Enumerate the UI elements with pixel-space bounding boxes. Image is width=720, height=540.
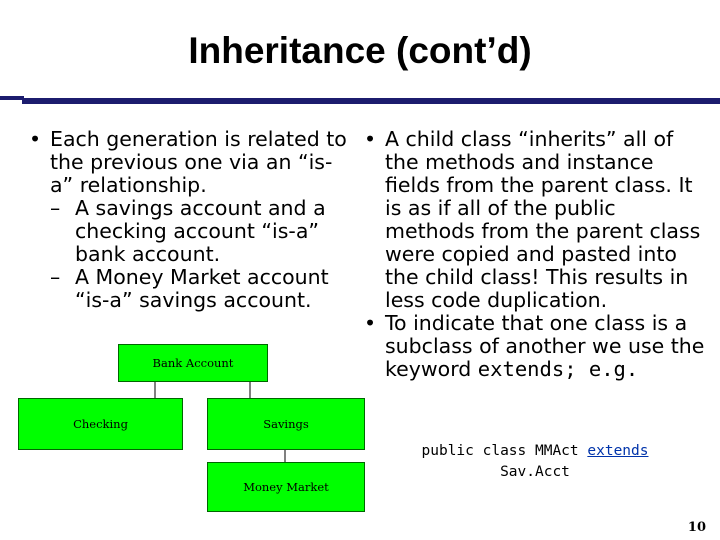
code-line-1 <box>380 441 690 462</box>
right-column <box>360 128 712 381</box>
right-bullet-1-text: A child class “inherits” all of the methods and instance fields from the parent class. It is as if all of the public methods from the parent class were copied and pasted into the child class! This results in less code duplication. <box>385 127 701 312</box>
left-column <box>25 128 355 312</box>
left-bullet-1-text: Each generation is related to the previous one via an “is-a” relationship. <box>50 127 347 197</box>
bank-account-node <box>118 344 268 382</box>
right-bullet-1 <box>360 128 712 312</box>
dash-icon: – <box>50 196 61 220</box>
checking-label: Checking <box>73 417 128 431</box>
right-bullet-2-code: extends; e.g. <box>477 357 639 381</box>
savings-node <box>207 398 365 450</box>
slide-title: Inheritance (cont’d) <box>188 30 532 71</box>
code-line-2: Sav.Acct <box>500 464 570 480</box>
left-sub-bullet-1-text: A savings account and a checking account “is-a” bank account. <box>75 196 326 266</box>
right-bullet-2-text: To indicate that one class is a subclass of another we use the keyword <box>385 311 705 381</box>
title-rule-notch <box>0 96 24 100</box>
checking-node <box>18 398 183 450</box>
code-extends-keyword: extends <box>587 443 649 459</box>
title-rule <box>22 98 720 104</box>
bank-account-label: Bank Account <box>152 356 234 370</box>
right-bullet-2 <box>360 312 712 381</box>
money-market-label: Money Market <box>243 480 329 494</box>
dash-icon: – <box>50 265 61 289</box>
left-sub-bullet-2 <box>25 266 355 312</box>
left-sub-bullet-1 <box>25 197 355 266</box>
left-bullet-1 <box>25 128 355 312</box>
page-number: 10 <box>687 520 706 535</box>
code-line-1-text: public class MMAct <box>421 443 588 459</box>
savings-label: Savings <box>263 417 309 431</box>
left-sub-bullet-2-text: A Money Market account “is-a” savings account. <box>75 265 329 312</box>
money-market-node <box>207 462 365 512</box>
code-sample <box>380 441 690 483</box>
